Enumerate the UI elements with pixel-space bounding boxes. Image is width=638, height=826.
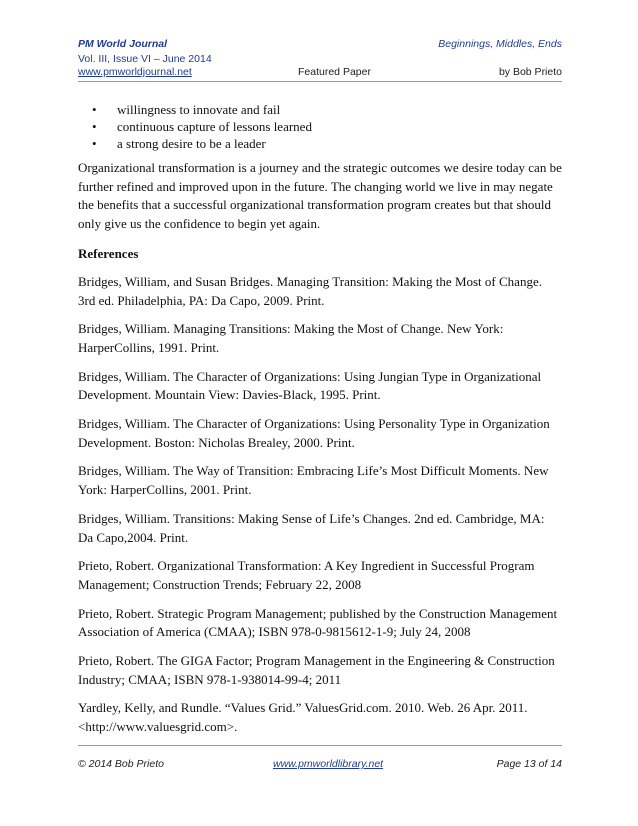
reference-item: Prieto, Robert. Organizational Transformation: A Key Ingredient in Successful Program Management; Construction Trends; February 22, 2008 — [78, 558, 535, 592]
bullet-icon: • — [92, 102, 97, 117]
page-footer — [78, 758, 562, 770]
copyright: © 2014 Bob Prieto — [78, 758, 164, 770]
header-divider — [78, 81, 562, 82]
reference-item: Yardley, Kelly, and Rundle. “Values Grid.” ValuesGrid.com. 2010. Web. 26 Apr. 2011. <http://www.valuesgrid.com>. — [78, 700, 528, 735]
library-link[interactable]: www.pmworldlibrary.net — [273, 758, 384, 770]
bullet-text: continuous capture of lessons learned — [117, 119, 312, 134]
reference-item: Bridges, William. Managing Transitions: Making the Most of Change. New York: HarperCollins, 1991. Print. — [78, 321, 504, 355]
conclusion-paragraph: Organizational transformation is a journey and the strategic outcomes we desire today can be further refined and improved upon in the future. The changing world we live in may negate the benefits that a successful organizational transformation program creates but that should only give us the confidence to begin yet again. — [78, 160, 562, 232]
list-item — [92, 101, 562, 118]
section-label: Featured Paper — [298, 66, 371, 78]
reference-item: Bridges, William. The Character of Organizations: Using Personality Type in Organization Development. Boston: Nicholas Brealey, 2000. Print. — [78, 416, 550, 450]
bullet-icon: • — [92, 136, 97, 151]
reference-item: Prieto, Robert. The GIGA Factor; Program Management in the Engineering & Construction Industry; CMAA; ISBN 978-1-938014-99-4; 2011 — [78, 653, 555, 687]
page-number: Page 13 of 14 — [496, 758, 562, 770]
references-heading: References — [78, 245, 139, 261]
series-title: Beginnings, Middles, Ends — [438, 38, 562, 50]
bullet-text: willingness to innovate and fail — [117, 102, 281, 117]
list-item — [92, 135, 562, 152]
reference-item: Prieto, Robert. Strategic Program Management; published by the Construction Management Association of America (CMAA); ISBN 978-0-9815612-1-9; July 24, 2008 — [78, 605, 558, 640]
references-list — [78, 273, 562, 737]
bullet-list — [78, 101, 562, 152]
journal-link[interactable]: www.pmworldjournal.net — [78, 66, 192, 78]
bullet-text: a strong desire to be a leader — [117, 136, 266, 151]
journal-title: PM World Journal — [78, 38, 168, 50]
volume-issue: Vol. III, Issue VI – June 2014 — [78, 53, 212, 65]
bullet-icon: • — [92, 119, 97, 134]
page-body — [78, 101, 562, 737]
reference-item: Bridges, William. The Character of Organizations: Using Jungian Type in Organizational Development. Mountain View: Davies-Black, 1995. Print. — [78, 368, 542, 403]
footer-divider — [78, 745, 562, 746]
page-header — [78, 38, 562, 78]
reference-item: Bridges, William. The Way of Transition: Embracing Life’s Most Difficult Moments. New York: HarperCollins, 2001. Print. — [78, 463, 549, 498]
list-item — [92, 118, 562, 135]
reference-item: Bridges, William. Transitions: Making Sense of Life’s Changes. 2nd ed. Cambridge, MA: Da Capo,2004. Print. — [78, 510, 545, 545]
reference-item: Bridges, William, and Susan Bridges. Managing Transition: Making the Most of Change. 3rd ed. Philadelphia, PA: Da Capo, 2009. Print. — [78, 273, 542, 308]
byline: by Bob Prieto — [498, 66, 562, 78]
